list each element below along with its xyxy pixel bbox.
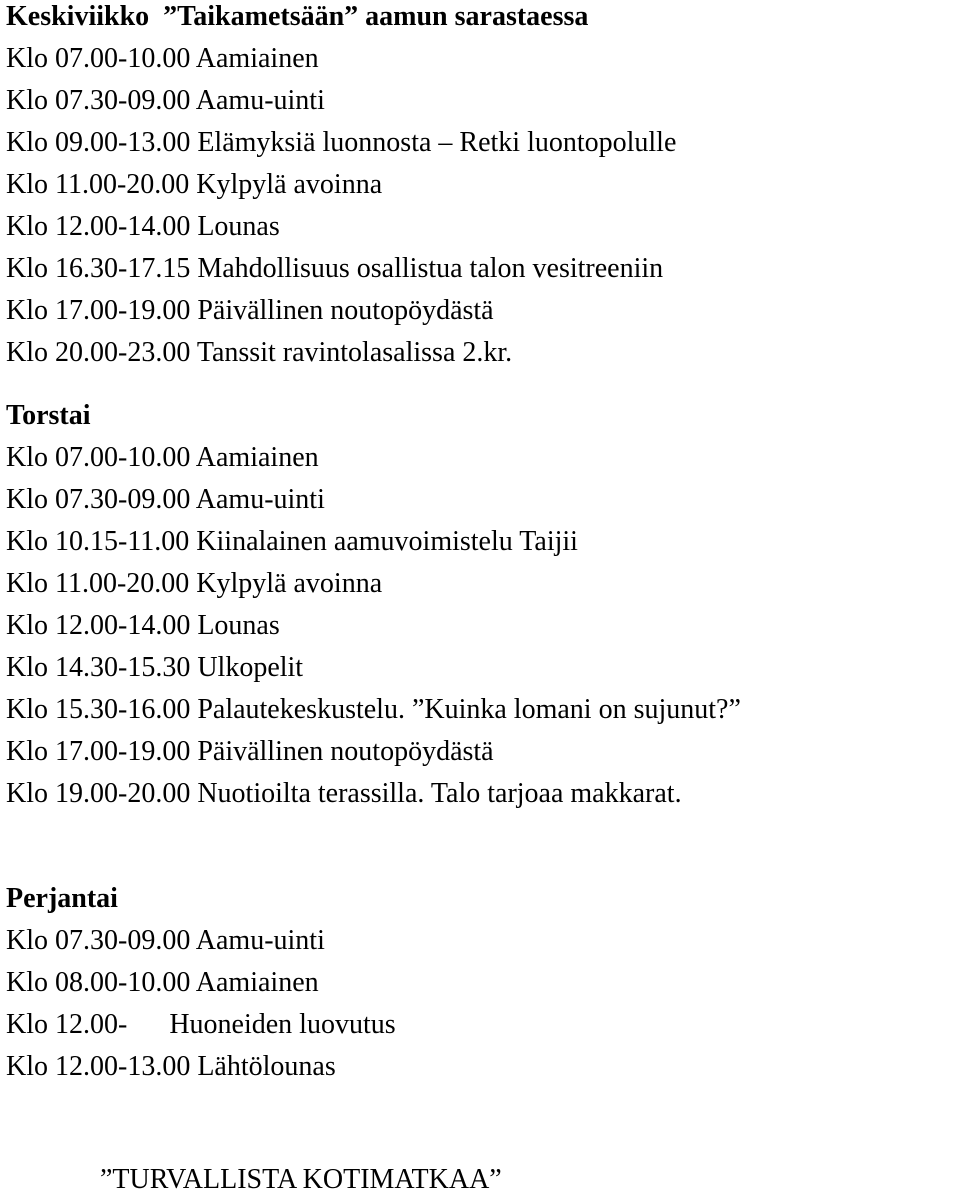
schedule-item: Klo 12.00-14.00 Lounas [6, 211, 280, 242]
schedule-item: Klo 16.30-17.15 Mahdollisuus osallistua talon vesitreeniin [6, 253, 664, 284]
section-spacer [6, 374, 956, 395]
section-spacer [6, 815, 956, 878]
schedule-item: Klo 12.00-14.00 Lounas [6, 610, 280, 641]
thursday-section [6, 395, 956, 815]
schedule-item: Klo 11.00-20.00 Kylpylä avoinna [6, 169, 383, 200]
schedule-item: Klo 17.00-19.00 Päivällinen noutopöydästä [6, 736, 494, 767]
thursday-heading: Torstai [6, 400, 91, 431]
schedule-item: Klo 07.30-09.00 Aamu-uinti [6, 85, 325, 116]
schedule-item: Klo 07.00-10.00 Aamiainen [6, 43, 319, 74]
schedule-item: Klo 14.30-15.30 Ulkopelit [6, 652, 304, 683]
wednesday-heading: Keskiviikko ”Taikametsään” aamun sarastaessa [6, 1, 589, 32]
friday-section [6, 878, 956, 1088]
schedule-item: Klo 09.00-13.00 Elämyksiä luonnosta – Retki luontopolulle [6, 127, 677, 158]
schedule-item: Klo 20.00-23.00 Tanssit ravintolasalissa 2.kr. [6, 337, 513, 368]
schedule-item: Klo 07.00-10.00 Aamiainen [6, 442, 319, 473]
schedule-item: Klo 12.00- Huoneiden luovutus [6, 1009, 396, 1040]
schedule-item: Klo 17.00-19.00 Päivällinen noutopöydästä [6, 295, 494, 326]
wednesday-section [6, 0, 956, 374]
friday-heading: Perjantai [6, 883, 118, 914]
closing-greeting: ”TURVALLISTA KOTIMATKAA” [100, 1164, 502, 1195]
schedule-item: Klo 10.15-11.00 Kiinalainen aamuvoimistelu Taijii [6, 526, 578, 557]
schedule-item: Klo 19.00-20.00 Nuotioilta terassilla. Talo tarjoaa makkarat. [6, 778, 682, 809]
schedule-item: Klo 12.00-13.00 Lähtölounas [6, 1051, 336, 1082]
schedule-item: Klo 08.00-10.00 Aamiainen [6, 967, 319, 998]
schedule-item: Klo 15.30-16.00 Palautekeskustelu. ”Kuinka lomani on sujunut?” [6, 694, 741, 725]
schedule-item: Klo 11.00-20.00 Kylpylä avoinna [6, 568, 383, 599]
schedule-document [6, 0, 956, 1088]
schedule-item: Klo 07.30-09.00 Aamu-uinti [6, 925, 325, 956]
schedule-item: Klo 07.30-09.00 Aamu-uinti [6, 484, 325, 515]
